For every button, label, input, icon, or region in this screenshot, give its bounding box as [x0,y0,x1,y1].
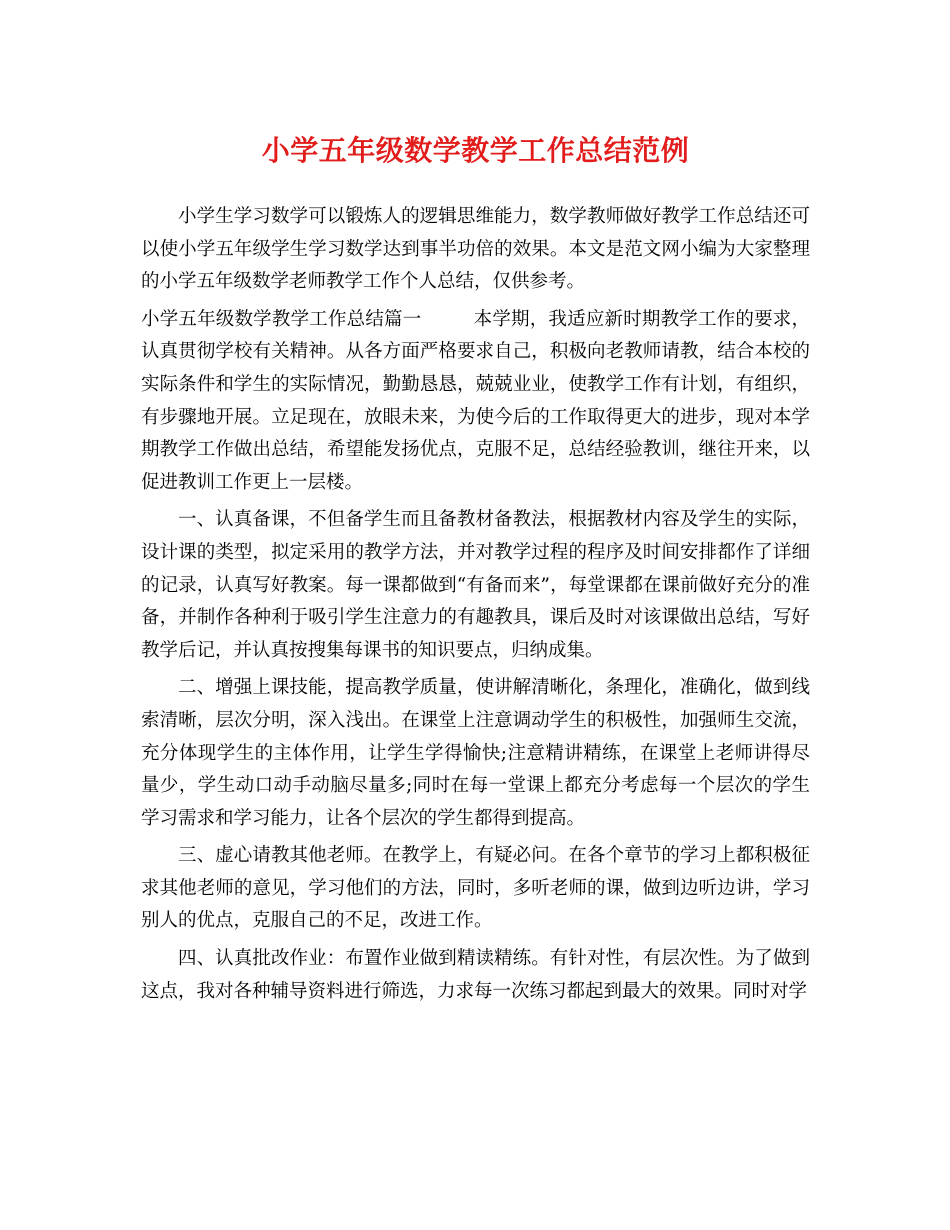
intro-paragraph: 小学生学习数学可以锻炼人的逻辑思维能力，数学教师做好教学工作总结还可以使小学五年级学生学习数学达到事半功倍的效果。本文是范文网小编为大家整理的小学五年级数学老师教学工作个人总结，仅供参考。 [141,206,810,293]
section-paragraph [141,304,810,500]
document-page [141,0,810,1013]
body-paragraph-2: 二、增强上课技能，提高教学质量，使讲解清晰化，条理化，准确化，做到线索清晰，层次分明，深入浅出。在课堂上注意调动学生的积极性，加强师生交流，充分体现学生的主体作用，让学生学得愉快;注意精讲精练，在课堂上老师讲得尽量少，学生动口动手动脑尽量多;同时在每一堂课上都充分考虑每一个层次的学生学习需求和学习能力，让各个层次的学生都得到提高。 [141,677,810,829]
document-body [141,201,810,1008]
body-paragraph-4: 四、认真批改作业：布置作业做到精读精练。有针对性，有层次性。为了做到这点，我对各种辅导资料进行筛选，力求每一次练习都起到最大的效果。同时对学 [141,948,810,1002]
body-paragraph-3: 三、虚心请教其他老师。在教学上，有疑必问。在各个章节的学习上都积极征求其他老师的意见，学习他们的方法，同时，多听老师的课，做到边听边讲，学习别人的优点，克服自己的不足，改进工作。 [141,845,810,932]
document-title: 小学五年级数学教学工作总结范例 [261,134,690,167]
section-intro: 本学期，我适应新时期教学工作的要求，认真贯彻学校有关精神。从各方面严格要求自己，积极向老教师请教，结合本校的实际条件和学生的实际情况，勤勤恳恳，兢兢业业，使教学工作有计划，有组织，有步骤地开展。立足现在，放眼未来，为使今后的工作取得更大的进步，现对本学期教学工作做出总结，希望能发扬优点，克服不足，总结经验教训，继往开来，以促进教训工作更上一层楼。 [141,308,810,493]
section-heading: 小学五年级数学教学工作总结篇一 [141,308,422,330]
body-paragraph-1: 一、认真备课，不但备学生而且备教材备教法，根据教材内容及学生的实际，设计课的类型，拟定采用的教学方法，并对教学过程的程序及时间安排都作了详细的记录，认真写好教案。每一课都做到“有备而来”，每堂课都在课前做好充分的准备，并制作各种利于吸引学生注意力的有趣教具，课后及时对该课做出总结，写好教学后记，并认真按搜集每课书的知识要点，归纳成集。 [141,509,810,661]
